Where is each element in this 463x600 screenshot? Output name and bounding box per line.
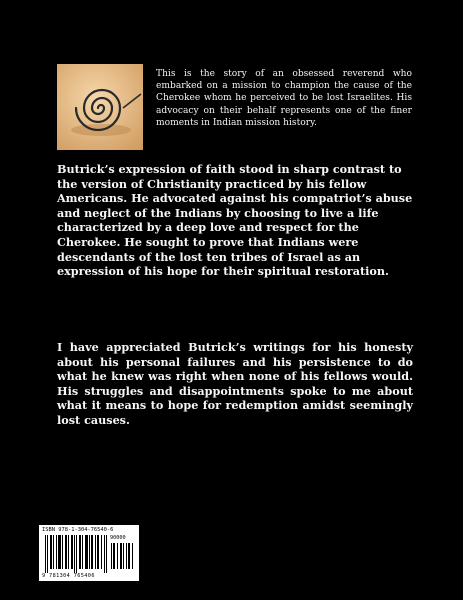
cover-blurb: This is the story of an obsessed reverend who embarked on a mission to champion the cause of the Cherokee whom he perceived to be lost Israelites. His advocacy on their behalf represents one of the finer moments in Indian mission history. (156, 69, 412, 128)
body-paragraph: Butrick’s expression of faith stood in sharp contrast to the version of Christianity practiced by his fellow Americans. He advocated against his compatriot’s abuse and neglect of the Indians by choosing to live a life characterized by a deep love and respect for the Cherokee. He sought to prove that Indians were descendants of the lost ten tribes of Israel as an expression of his hope for their spiritual restoration. (57, 162, 413, 279)
barcode-digits: 9 781304 765406 (42, 573, 95, 579)
barcode-bars (45, 535, 109, 573)
spiral-logo-image (57, 64, 143, 150)
spiral-icon (57, 64, 143, 150)
isbn-number: ISBN 978-1-304-76540-6 (42, 527, 114, 533)
addon-barcode-bars (111, 543, 135, 569)
isbn-barcode (39, 525, 139, 581)
body-paragraph: I have appreciated Butrick’s writings for his honesty about his personal failures and his persistence to do what he knew was right when none of his fellows would. His struggles and disappointments spoke to me about what it means to hope for redemption amidst seemingly lost causes. (57, 340, 413, 427)
price-code: 90000 (110, 535, 126, 541)
